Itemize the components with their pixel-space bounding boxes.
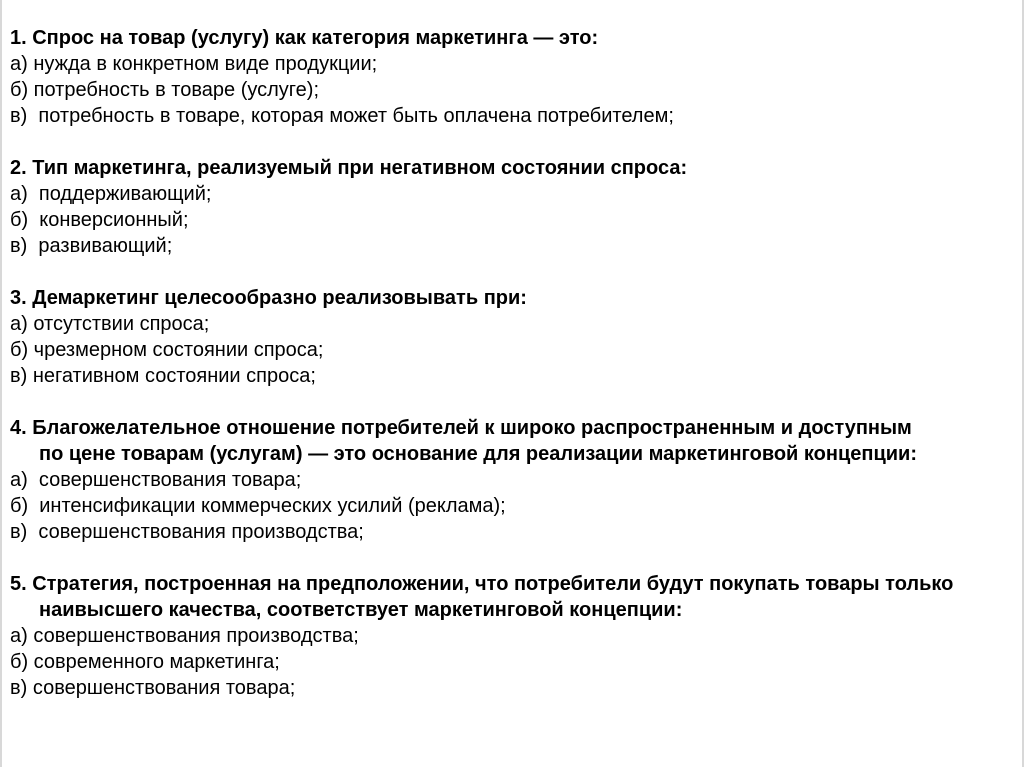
question-1 xyxy=(10,25,1015,129)
question-5-option-c: в) совершенствования товара; xyxy=(10,677,296,699)
quiz-content xyxy=(10,25,1015,721)
question-1-option-c: в) потребность в товаре, которая может быть оплачена потребителем; xyxy=(10,105,674,127)
question-4-option-b: б) интенсификации коммерческих усилий (реклама); xyxy=(10,495,506,517)
question-1-option-a: а) нужда в конкретном виде продукции; xyxy=(10,53,378,75)
question-2-option-c: в) развивающий; xyxy=(10,235,173,257)
question-3-title: 3. Демаркетинг целесообразно реализовывать при: xyxy=(10,287,527,309)
question-1-title: 1. Спрос на товар (услугу) как категория маркетинга — это: xyxy=(10,27,599,49)
question-3-option-b: б) чрезмерном состоянии спроса; xyxy=(10,339,324,361)
question-3 xyxy=(10,285,1015,389)
question-5-option-a: а) совершенствования производства; xyxy=(10,625,359,647)
question-4-option-c: в) совершенствования производства; xyxy=(10,521,364,543)
question-4-option-a: а) совершенствования товара; xyxy=(10,469,302,491)
question-4-title: 4. Благожелательное отношение потребителей к широко распространенным и доступным по цене товарам (услугам) — это основание для реализации маркетинговой концепции: xyxy=(10,417,918,465)
question-5 xyxy=(10,571,1015,701)
question-1-option-b: б) потребность в товаре (услуге); xyxy=(10,79,319,101)
question-5-option-b: б) современного маркетинга; xyxy=(10,651,280,673)
question-5-title: 5. Стратегия, построенная на предположении, что потребители будут покупать товары только наивысшего качества, соответствует маркетинговой концепции: xyxy=(10,573,959,621)
question-4 xyxy=(10,415,1015,545)
question-3-option-a: а) отсутствии спроса; xyxy=(10,313,210,335)
question-3-option-c: в) негативном состоянии спроса; xyxy=(10,365,316,387)
question-2 xyxy=(10,155,1015,259)
question-2-title: 2. Тип маркетинга, реализуемый при негативном состоянии спроса: xyxy=(10,157,688,179)
question-2-option-b: б) конверсионный; xyxy=(10,209,189,231)
question-2-option-a: а) поддерживающий; xyxy=(10,183,212,205)
